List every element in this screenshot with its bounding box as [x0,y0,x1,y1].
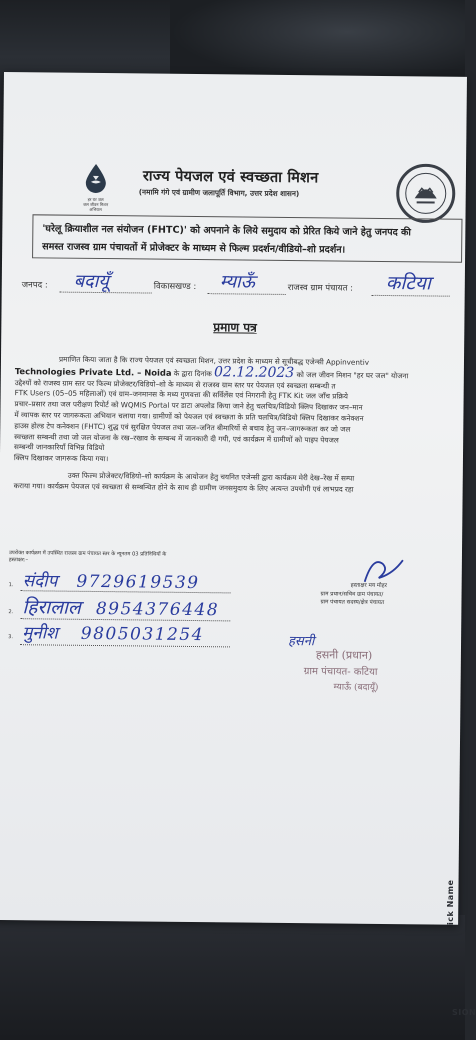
para-line: FTK Users (05–05 महिलाओं) एवं ग्राम–जनमानस के मध्य गुणवत्ता की सर्विलेंस एवं निगरानी हेतु FTK Kit जल जाँच प्रक्रिये [14,388,348,402]
block-label: विकासखण्ड : [153,281,197,293]
attendee-phone: 8954376448 [95,598,220,621]
attendee-phone: 9805031254 [80,623,205,646]
attendee-row [9,568,200,593]
stamp-line-1: हसनी (प्रधान) [315,648,373,662]
para-line: उद्देश्यों को राजस्व ग्राम स्तर पर फिल्म प्रोजेक्टर/विडियो–शो के माध्यम से राजस्व ग्राम स्तर पर पेयजल एवं स्वच्छता सम्बन्धी त [14,377,336,391]
para-line: सम्बन्धी जानकारियाँ विभिन्न विडियो [14,442,105,453]
agency-name: Technologies Private Ltd. – Noida [14,365,172,378]
logo-subtext2: अभियान [89,206,102,213]
block-value: म्याऊँ [219,271,256,293]
para-line: प्रचार–प्रसार तथा जल परीक्षण रिपोर्ट को WQMIS Portal पर डाटा अपलोड किया जाने हेतु चलचित्र/विडियो क्लिप दिखाकर जन–मान [14,399,363,412]
para-line: कराया गया। कार्यक्रम पेयजल एवं स्वच्छता से सम्बन्धित होने के साथ ही ग्रामीण जनसमुदाय के लिए अत्यन्त उपयोगी एवं लाभप्रद रहा [13,480,354,494]
para-line: हाउस होल्ड टेप कनेक्शन (FHTC) शुद्ध एवं सुरक्षित पेयजल तथा जल–जनित बीमारियों से बचाव हेतु जन–जागरूकता कर जो जल [14,420,351,434]
attendee-phone: 9729619539 [76,571,200,594]
signature-role: ग्राम प्रधान/सचिव ग्राम पंचायत/ [320,591,384,598]
attendees-caption-line-1: उपरोक्त कार्यक्रम में उपस्थित राजस्व ग्राम पंचायत स्तर के न्यूनतम 03 प्रतिनिधियों के [8,550,167,558]
certificate-paragraph-1 [14,354,435,468]
logo-subtext: जल जीवन मिशन [83,201,109,208]
water-drop-icon [84,163,108,193]
row-number: 2. [8,609,14,616]
panchayat-label: राजस्व ग्राम पंचायत : [287,282,354,294]
handwritten-signature: हसनी [287,634,315,650]
signature-role-2: ग्राम पंचायत सदस्य/क्षेत्र पंचायत [320,599,385,607]
emblem-icon [394,162,457,225]
district-label: जनपद : [21,280,48,291]
certificate-heading: प्रमाण पत्र [213,320,257,335]
attendee-row [8,620,204,645]
attendee-name: मुनीश [22,623,58,644]
district-value: बदायूँ [73,270,109,293]
para-line: प्रमाणित किया जाता है कि राज्य पेयजल एवं स्वच्छता मिशन, उत्तर प्रदेश के माध्यम से सूचीबद्ध एजेन्सी Appinventiv [58,354,370,367]
underlying-sheet-text: ick Name [446,879,455,925]
signature-label: हस्ताक्षर मय मोहर [350,582,387,590]
attendee-name: हिरालाल [22,596,81,619]
para-line: स्वच्छता सम्बन्धी तथा जो जल योजना के रख–रखाव के सम्बन्ध में जानकारी दी गयी, एवं कार्यक्रम में ग्रामीणों को पाइप पेयजल [14,431,339,445]
para-line: में व्यापक स्तर पर जागरूकता अभियान चलाया गया। ग्रामीणों को पेयजल एवं स्वच्छता के प्रति चलचित्र/विडियो क्लिप दिखाकर कनेक्शन [14,410,364,423]
attendees-caption [9,550,166,566]
logo-text: हर घर जल [87,196,104,203]
attendee-row [8,593,219,621]
har-ghar-jal-logo [75,163,118,215]
subject-text [42,220,460,260]
date-label: के द्वारा दिनांक [173,368,212,378]
attendees-caption-line-2: हस्ताक्षर:– [8,557,29,564]
subject-line-2: समस्त राजस्व ग्राम पंचायतों में प्रोजेक्टर के माध्यम से फिल्म प्रदर्शन/वीडियो–शो प्रदर्शन। [42,241,346,256]
certificate-paragraph-2 [14,470,434,496]
org-title: राज्य पेयजल एवं स्वच्छता मिशन [142,168,319,187]
org-subtitle: (नमामि गंगे एवं ग्रामीण जलापूर्ति विभाग, उत्तर प्रदेश शासन) [138,187,300,199]
para-line: क्लिप दिखाकर जागरूक किया गया। [13,453,109,464]
background-bottom [0,915,465,1040]
underlying-sheet-text: SION [452,1008,476,1017]
stamp-line-3: म्याऊँ (बदायूँ) [333,682,379,693]
row-number: 1. [8,582,14,589]
subject-line-1: 'घरेलू क्रियाशील नल संयोजन (FHTC)' को अपनाने के लिये समुदाय को प्रेरित किये जाने हेतु जनपद की [42,223,411,239]
date-value: 02.12.2023 [213,364,295,381]
attendee-name: संदीप [22,571,58,592]
officer-signature-mark [359,552,409,587]
row-number: 3. [8,634,14,641]
document-sheet [0,72,467,925]
up-govt-emblem [394,162,457,225]
para-text: को जल जीवन मिशन "हर घर जल" योजना [296,369,409,381]
panchayat-value: कटिया [385,272,431,295]
para-line: उक्त फिल्म प्रोजेक्टर/विडियो–शो कार्यक्रम के आयोजन हेतु चयनित एजेन्सी द्वारा कार्यक्रम मेरी देख–रेख में सम्पा [67,470,355,483]
stamp-line-2: ग्राम पंचायत- कटिया [303,666,378,678]
